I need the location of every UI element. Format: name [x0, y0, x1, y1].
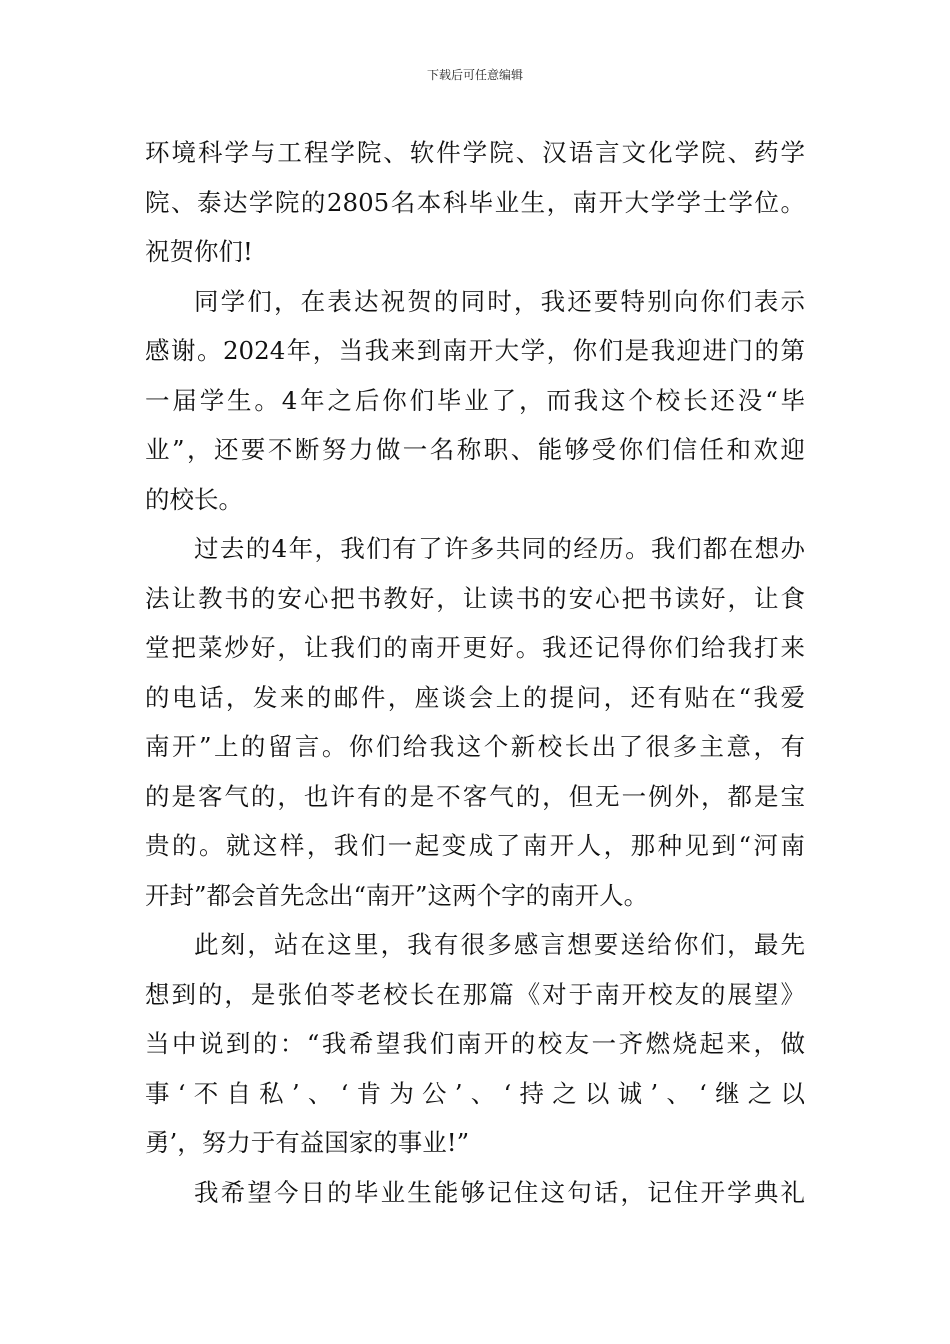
text-line: 过去的4年，我们有了许多共同的经历。我们都在想办: [194, 534, 805, 563]
page-header: 下载后可任意编辑: [426, 68, 523, 82]
text-line: 环境科学与工程学院、软件学院、汉语言文化学院、药学: [145, 138, 805, 167]
text-line: 院、泰达学院的2805名本科毕业生，南开大学学士学位。: [145, 187, 805, 217]
text-line: 当中说到的：“我希望我们南开的校友一齐燃烧起来，做: [145, 1029, 805, 1058]
text-line: 的是客气的，也许有的是不客气的，但无一例外，都是宝: [145, 781, 805, 811]
text-line: 堂把菜炒好，让我们的南开更好。我还记得你们给我打来: [145, 633, 805, 662]
text-line: 同学们，在表达祝贺的同时，我还要特别向你们表示: [194, 286, 805, 316]
text-line: 我希望今日的毕业生能够记住这句话，记住开学典礼: [194, 1177, 805, 1207]
text-line: 的电话，发来的邮件，座谈会上的提问，还有贴在“我爱: [145, 682, 805, 712]
text-line: 想到的，是张伯苓老校长在那篇《对于南开校友的展望》: [145, 979, 805, 1009]
text-line: 勇’，努力于有益国家的事业!”: [145, 1128, 470, 1157]
text-line: 南开”上的留言。你们给我这个新校长出了很多主意，有: [145, 732, 805, 761]
text-line: 贵的。就这样，我们一起变成了南开人，那种见到“河南: [145, 831, 805, 860]
text-line: 的校长。: [145, 484, 243, 514]
text-line: 业”，还要不断努力做一名称职、能够受你们信任和欢迎: [145, 435, 805, 464]
text-line: 事‘不自私’、‘肯为公’、‘持之以诚’、‘继之以: [145, 1078, 805, 1108]
text-line: 法让教书的安心把书教好，让读书的安心把书读好，让食: [145, 583, 805, 613]
text-line: 开封”都会首先念出“南开”这两个字的南开人。: [145, 880, 649, 910]
text-line: 感谢。2024年，当我来到南开大学，你们是我迎进门的第: [145, 336, 805, 365]
document-body: [145, 128, 805, 1217]
text-line: 祝贺你们!: [145, 237, 253, 266]
text-line: 此刻，站在这里，我有很多感言想要送给你们，最先: [194, 930, 805, 959]
text-line: 一届学生。4年之后你们毕业了，而我这个校长还没“毕: [145, 385, 805, 415]
